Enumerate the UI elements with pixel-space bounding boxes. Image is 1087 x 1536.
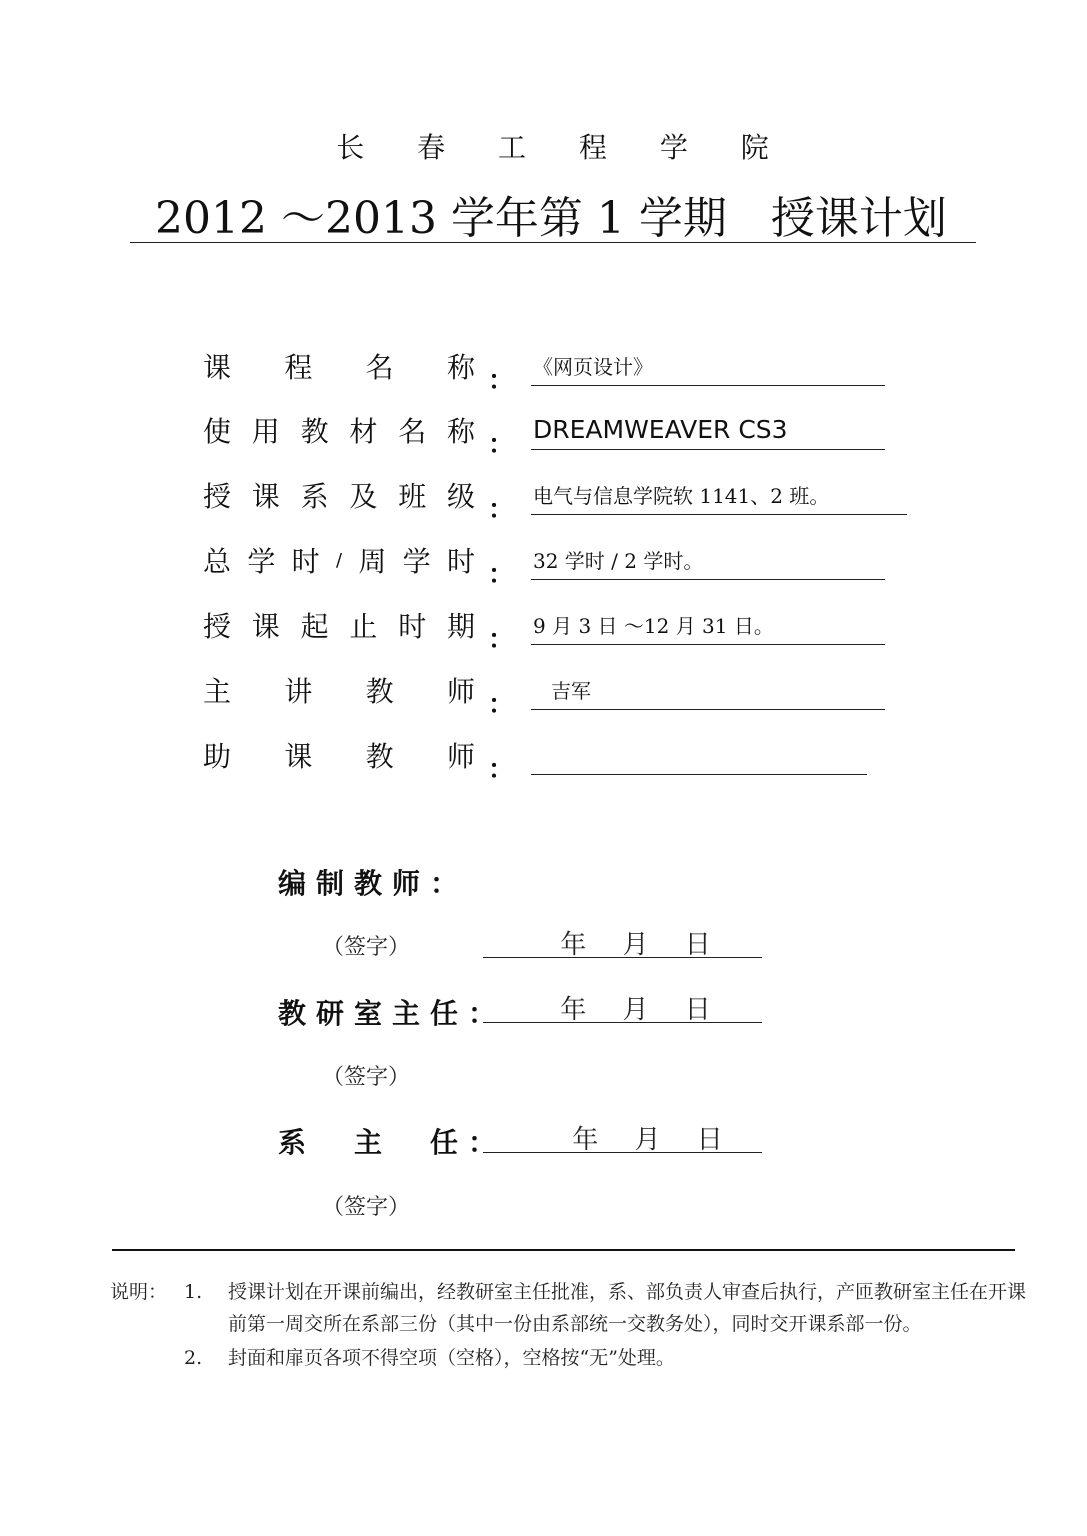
field-value: 9 月 3 日 ～12 月 31 日。 [531, 605, 885, 645]
field-hours [203, 540, 923, 590]
field-value [531, 735, 867, 775]
field-assistant [203, 735, 923, 785]
field-label: 授 课 系 及 班 级 [203, 480, 475, 513]
field-label: 助 课 教 师 [203, 740, 475, 773]
field-textbook [203, 410, 923, 460]
notes-lead: 说明： [110, 1281, 168, 1303]
note-item [110, 1276, 1030, 1340]
compiler-sign-note: （签字） [322, 935, 411, 960]
compiler-label: 编制教师： [278, 867, 469, 900]
office-director-label: 教研室主任： [278, 997, 507, 1030]
note-text: 授课计划在开课前编出，经教研室主任批准，系、部负责人审查后执行，产匝教研室主任在开课前第一周交所在系部三份（其中一份由系部统一交教务处），同时交开课系部一份。 [228, 1281, 1027, 1335]
field-colon: ： [488, 560, 515, 590]
note-text: 封面和扉页各项不得空项（空格），空格按“无”处理。 [228, 1347, 675, 1369]
field-class [203, 475, 923, 525]
dept-director-date-line: 年 月 日 [483, 1119, 762, 1153]
field-colon: ： [488, 430, 515, 460]
field-value: DREAMWEAVER CS3 [531, 410, 885, 450]
dept-director-sign-note: （签字） [322, 1195, 411, 1220]
compiler-date-line: 年 月 日 [483, 924, 762, 958]
field-label: 使 用 教 材 名 称 [203, 415, 475, 448]
field-colon: ： [488, 690, 515, 720]
field-label: 授 课 起 止 时 期 [203, 610, 475, 643]
field-colon: ： [488, 625, 515, 655]
note-number: 2. [184, 1347, 203, 1369]
field-colon: ： [488, 366, 515, 396]
title-underline [130, 242, 976, 243]
office-director-sign-note: （签字） [322, 1065, 411, 1090]
field-value: 电气与信息学院软 1141、2 班。 [531, 475, 907, 515]
field-label: 课 程 名 称 [203, 351, 475, 384]
office-director-date-line: 年 月 日 [483, 989, 762, 1023]
field-value: 32 学时 / 2 学时。 [531, 540, 885, 580]
field-colon: ： [488, 495, 515, 525]
field-lecturer [203, 670, 923, 720]
field-value: 《网页设计》 [531, 346, 885, 386]
field-label: 总 学 时 / 周 学 时 [203, 545, 475, 578]
field-colon: ： [488, 755, 515, 785]
field-period [203, 605, 923, 655]
field-course-name [203, 346, 923, 396]
field-label: 主 讲 教 师 [203, 675, 475, 708]
note-item [110, 1342, 1030, 1374]
notes-divider [112, 1249, 1015, 1251]
school-name: 长 春 工 程 学 院 [336, 131, 791, 164]
field-value: 吉军 [531, 670, 885, 710]
dept-director-label: 系 主 任： [278, 1126, 507, 1159]
note-number: 1. [184, 1281, 203, 1303]
document-title: 2012 ～2013 学年第 1 学期 授课计划 [155, 193, 947, 244]
notes [110, 1276, 1030, 1374]
